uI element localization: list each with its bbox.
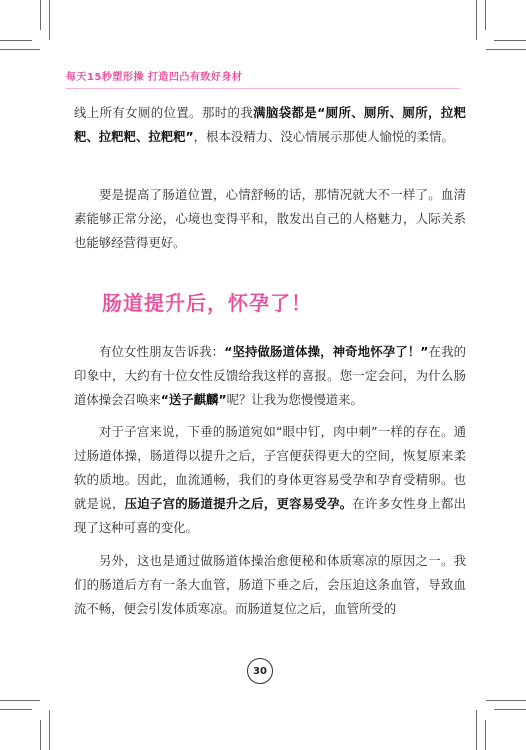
p1-text-2: ，根本没精力、没心情展示那使人愉悦的柔情。 xyxy=(193,129,454,144)
crop-mark-bottom-left-h xyxy=(0,709,32,710)
crop-mark-bottom-right-h2 xyxy=(486,700,526,701)
paragraph-1 xyxy=(74,101,466,149)
crop-mark-top-right-v xyxy=(476,0,477,40)
crop-mark-bottom-left-v xyxy=(40,720,41,750)
p1-text-1: 线上所有女厕的位置。那时的我 xyxy=(74,105,254,120)
p3-bold-2: “送子麒麟” xyxy=(160,392,227,407)
section-title: 肠道提升后，怀孕了！ xyxy=(102,291,312,315)
p5-text-1: 另外，这也是通过做肠道体操治愈便秘和体质寒凉的原因之一。我们的肠道后方有一条大血管，肠道下垂之后，会压迫这条血管，导致血流不畅，便会引发体质寒凉。而肠道复位之后，血管所受的 xyxy=(74,553,466,616)
crop-mark-top-left-h xyxy=(0,40,32,41)
p4-text-2: 在许多女性身上都出现了这种可喜的变化。 xyxy=(74,496,467,535)
crop-mark-bottom-left-h2 xyxy=(0,700,40,701)
crop-mark-bottom-right-v2 xyxy=(485,720,486,750)
p1-bold-1: 满脑袋都是“厕所、厕所、厕所，拉粑粑、拉粑粑、拉粑粑” xyxy=(74,105,467,144)
page-number: 30 xyxy=(247,658,273,684)
paragraph-3 xyxy=(74,340,466,412)
running-header: 每天15秒塑形操 打造凹凸有致好身材 xyxy=(66,72,243,83)
paragraph-4 xyxy=(74,420,466,540)
crop-mark-top-left-v2 xyxy=(49,0,50,40)
paragraph-5 xyxy=(74,549,466,621)
p3-text-2: 在我的印象中，大约有十位女性反馈给我这样的喜报。您一定会问，为什么肠道体操会召唤来 xyxy=(74,344,467,407)
crop-mark-top-right-h2 xyxy=(486,49,526,50)
p3-text-1: 有位女性朋友告诉我： xyxy=(99,344,225,359)
crop-mark-top-left-v xyxy=(40,0,41,30)
p4-bold-1: 压迫子宫的肠道提升之后，更容易受孕。 xyxy=(124,496,353,511)
crop-mark-top-right-h xyxy=(494,40,526,41)
p3-text-3: 呢？让我为您慢慢道来。 xyxy=(226,392,363,407)
p2-text-1: 要是提高了肠道位置，心情舒畅的话，那情况就大不一样了。血清素能够正常分泌，心境也变得平和，散发出自己的人格魅力，人际关系也能够经营得更好。 xyxy=(74,187,466,250)
paragraph-2 xyxy=(74,183,466,255)
crop-mark-bottom-right-h xyxy=(494,709,526,710)
crop-mark-bottom-left-v2 xyxy=(49,710,50,750)
p3-bold-1: “坚持做肠道体操，神奇地怀孕了！” xyxy=(224,344,429,359)
crop-mark-bottom-right-v xyxy=(476,710,477,750)
crop-mark-top-right-v2 xyxy=(485,0,486,30)
header-divider xyxy=(66,88,460,89)
crop-mark-top-left-h2 xyxy=(0,49,40,50)
p4-text-1: 对于子宫来说，下垂的肠道宛如“眼中钉，肉中刺”一样的存在。通过肠道体操，肠道得以提升之后，子宫便获得更大的空间，恢复原来柔软的质地。因此，血流通畅，我们的身体更容易受孕和孕育受精卵。也就是说， xyxy=(74,424,466,511)
